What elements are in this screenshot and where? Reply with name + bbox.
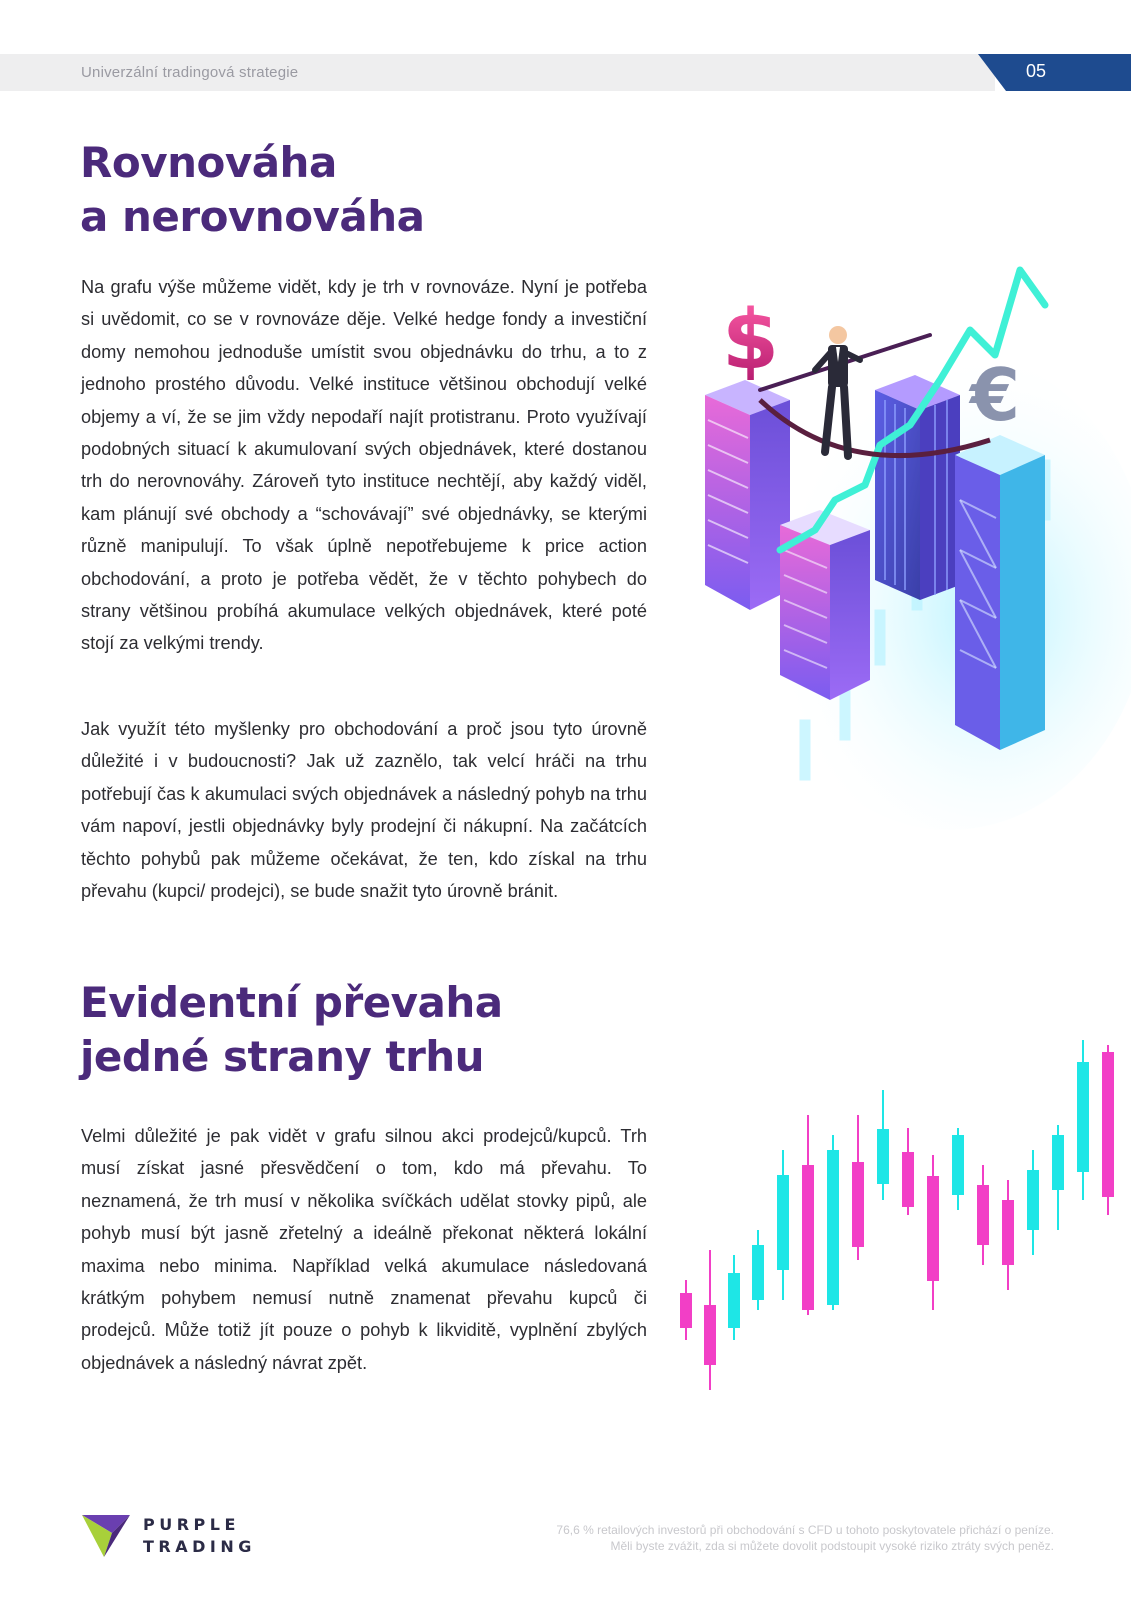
- brand-name: [143, 1514, 256, 1558]
- candle: [1052, 1125, 1064, 1230]
- candle: [802, 1115, 814, 1315]
- candle: [952, 1128, 964, 1210]
- heading-line: a nerovnováha: [80, 192, 425, 241]
- candle: [1102, 1045, 1114, 1215]
- candle: [852, 1115, 864, 1260]
- paragraph-balance-2: Jak využít této myšlenky pro obchodování a proč jsou tyto úrovně důležité i v budoucnosti? Jak už zaznělo, tak velcí hráči na trhu potřebují čas k akumulaci svých objednávek a následný pohyb na trhu vám napoví, jestli objednávky byly prodejní či nákupní. Na začátcích těchto pohybů pak můžeme očekávat, že ten, kdo získal na trhu převahu (kupci/ prodejci), se bude snažit tyto úrovně bránit.: [81, 719, 647, 902]
- candle: [927, 1155, 939, 1310]
- candle: [877, 1090, 889, 1200]
- brand-line: TRADING: [143, 1537, 256, 1556]
- candlestick-decoration: [680, 1040, 1131, 1430]
- candle: [1077, 1040, 1089, 1200]
- euro-icon: €: [970, 353, 1021, 437]
- candle: [728, 1255, 740, 1340]
- candle: [1002, 1180, 1014, 1290]
- heading-line: Evidentní převaha: [80, 978, 503, 1027]
- page-number: 05: [1026, 61, 1047, 81]
- candle: [827, 1135, 839, 1310]
- purple-trading-logo: [82, 1515, 130, 1557]
- paragraph-balance-1: Na grafu výše můžeme vidět, kdy je trh v rovnováze. Nyní je potřeba si uvědomit, co se v rovnováze děje. Velké hedge fondy a investiční domy nemohou jednoduše umístit svou objednávku do trhu, a to z jednoho prostého důvodu. Velké instituce většinou obchodují velké objemy a ví, že se jim vždy nepodaří najít protistranu. Proto využívají podobných situací k akumulovaní svých objednávek, které dostanou trh do nerovnováhy. Zároveň tyto instituce nechtějí, aby každý viděl, kam plánují své obchody a “schovávají” své objednávky, se kterými různě manipulují. To však úplně nepotřebujeme k price action obchodování, a proto je potřeba vědět, že v těchto pohybech do strany většinou probíhá akumulace velkých objednávek, které poté stojí za velkými trendy.: [81, 277, 647, 654]
- candle: [1027, 1150, 1039, 1255]
- candle: [977, 1165, 989, 1265]
- brand-line: PURPLE: [143, 1515, 240, 1534]
- candle: [680, 1280, 692, 1340]
- section-heading-dominance: [80, 976, 503, 1084]
- city-tightrope-illustration: [650, 250, 1131, 850]
- risk-disclaimer: [556, 1522, 1054, 1554]
- disclaimer-line: 76,6 % retailových investorů při obchodování s CFD u tohoto poskytovatele přichází o peníze.: [556, 1523, 1054, 1537]
- heading-line: Rovnováha: [80, 138, 337, 187]
- document-title: Univerzální tradingová strategie: [81, 64, 299, 81]
- dollar-icon: $: [722, 293, 780, 388]
- heading-line: jedné strany trhu: [80, 1032, 485, 1081]
- disclaimer-line: Měli byste zvážit, zda si můžete dovolit podstoupit vysoké riziko ztráty svých peněz.: [610, 1539, 1054, 1553]
- candle: [752, 1230, 764, 1310]
- candle: [902, 1128, 914, 1215]
- section-heading-balance: [80, 136, 425, 244]
- page-number-tab: [978, 54, 1131, 91]
- paragraph-dominance: Velmi důležité je pak vidět v grafu silnou akci prodejců/kupců. Trh musí získat jasné přesvědčení o tom, kdo má převahu. To neznamená, že trh musí v několika svíčkách udělat stovky pipů, ale pohyb musí být jasně zřetelný a ideálně překonat některá lokální maxima nebo minima. Například velká akumulace následovaná krátkým pohybem nemusí nutně znamenat převahu kupců či prodejců. Může totiž jít pouze o pohyb k likviditě, vyplnění zbylých objednávek a následný návrat zpět.: [81, 1126, 647, 1373]
- building-right: [955, 435, 1045, 750]
- candle: [704, 1250, 716, 1390]
- candle: [777, 1150, 789, 1300]
